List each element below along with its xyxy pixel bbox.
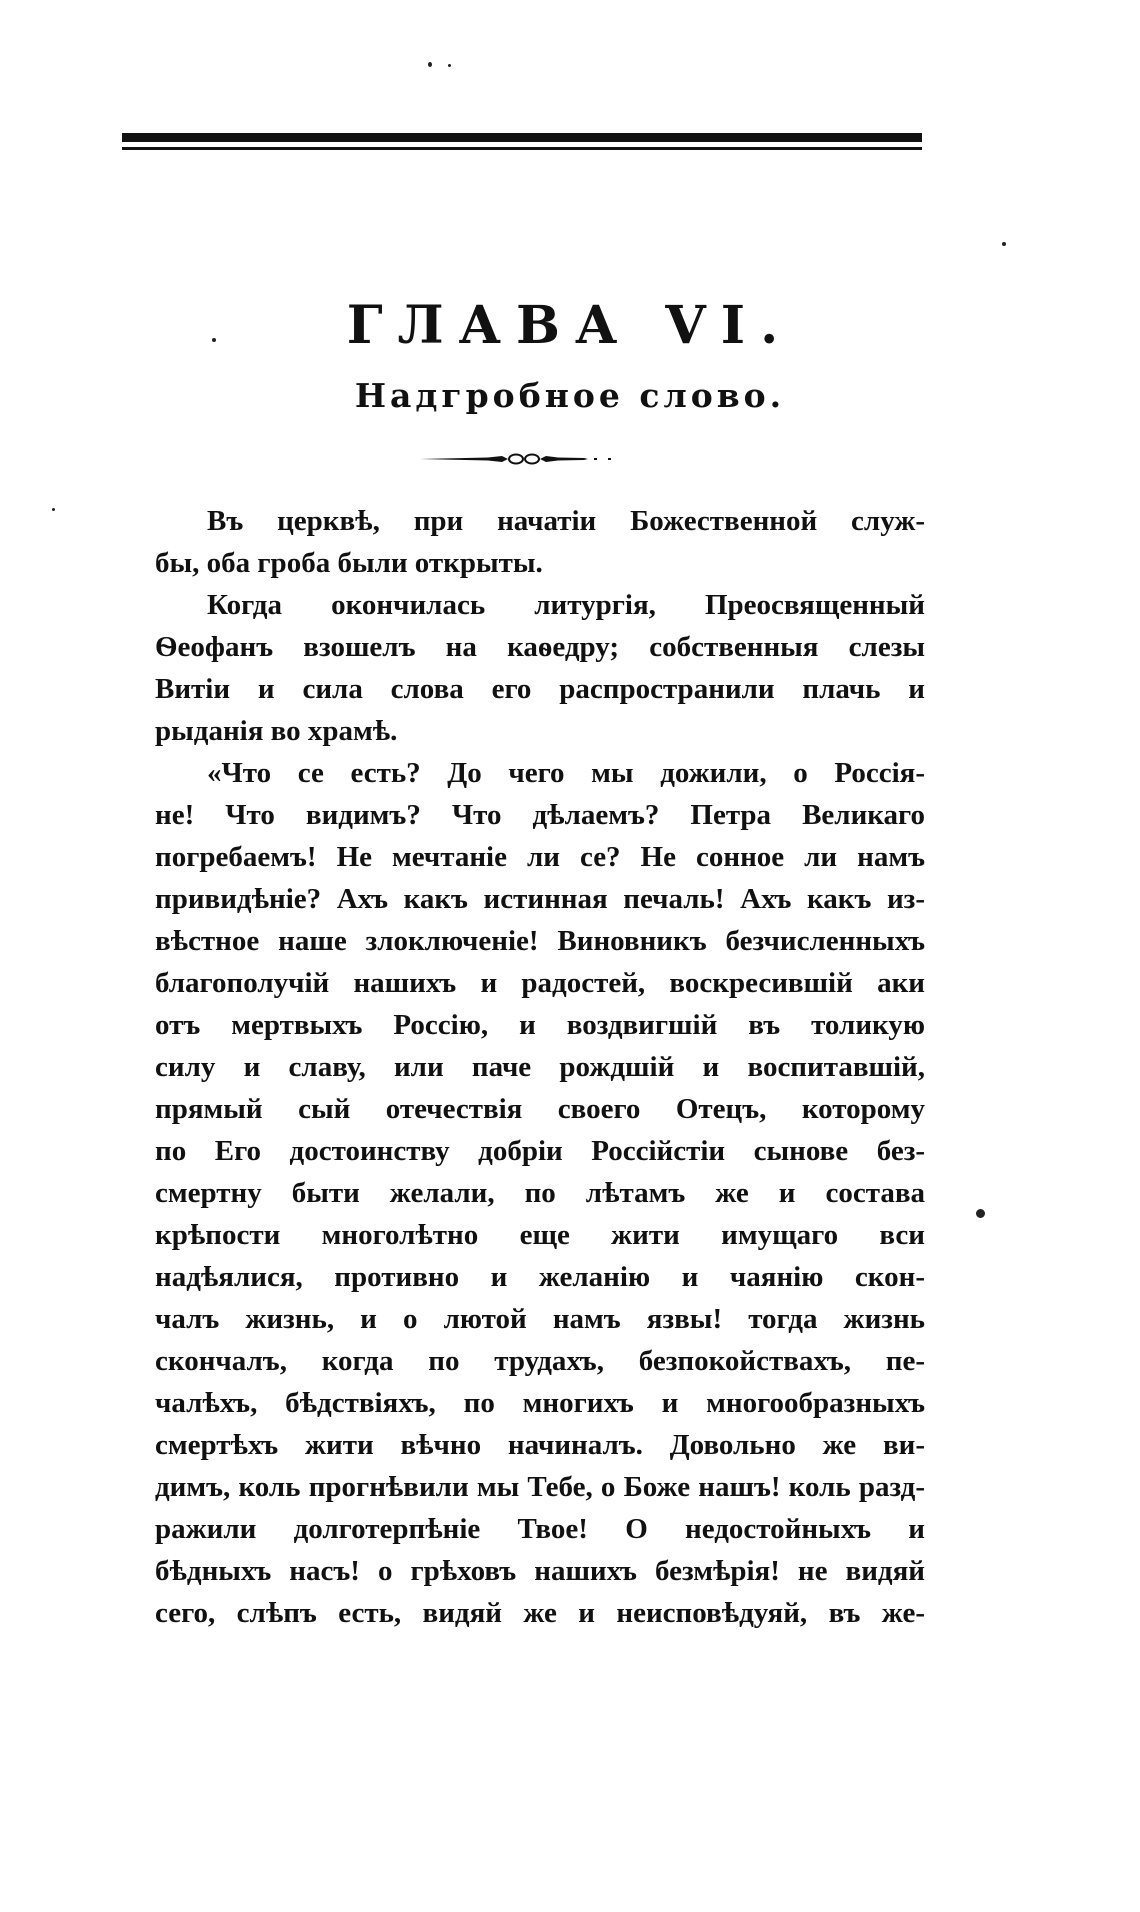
text-line: ражили долготерпѣніе Твое! О недостойныхъ и [155, 1513, 925, 1545]
text-line: чалѣхъ, бѣдствіяхъ, по многихъ и многообразныхъ [155, 1387, 925, 1419]
chapter-title: ГЛАВА VI. [346, 295, 794, 356]
header-rule-thin [122, 147, 922, 150]
text-line: отъ мертвыхъ Россію, и воздвигшій въ толикую [155, 1009, 925, 1041]
text-line: благополучій нашихъ и радостей, воскресившій аки [155, 967, 925, 999]
print-speck [448, 64, 451, 67]
print-speck [1002, 242, 1006, 246]
text-line: «Что се есть? До чего мы дожили, о Россія- [207, 757, 925, 789]
text-line: смертѣхъ жити вѣчно начиналъ. Довольно же ви- [155, 1429, 925, 1461]
text-line: прямый сый отечествія своего Отецъ, которому [155, 1093, 925, 1125]
text-line: сего, слѣпъ есть, видяй же и неисповѣдуяй, въ же- [155, 1597, 925, 1629]
text-line: бы, оба гроба были открыты. [155, 547, 543, 579]
text-line: не! Что видимъ? Что дѣлаемъ? Петра Великаго [155, 799, 925, 831]
text-line: рыданія во храмѣ. [155, 715, 398, 747]
text-line: бѣдныхъ насъ! о грѣховъ нашихъ безмѣрія! не видяй [155, 1555, 925, 1587]
text-line: силу и славу, или паче рождшій и воспитавшій, [155, 1051, 925, 1083]
chapter-body [155, 500, 925, 1634]
text-line: Витіи и сила слова его распространили плачь и [155, 673, 925, 705]
text-line: Когда окончилась литургія, Преосвященный [207, 589, 925, 621]
ornament-divider [418, 452, 618, 466]
print-speck [52, 508, 55, 511]
text-line: Ѳеофанъ взошелъ на каѳедру; собственныя слезы [155, 631, 925, 663]
print-speck [428, 62, 432, 67]
text-line: погребаемъ! Не мечтаніе ли се? Не сонное ли намъ [155, 841, 925, 873]
chapter-subtitle: Надгробное слово. [354, 376, 786, 415]
text-line: надѣялися, противно и желанію и чаянію скон- [155, 1261, 925, 1293]
header-rule-thick [122, 133, 922, 142]
text-line: вѣстное наше злоключеніе! Виновникъ безчисленныхъ [155, 925, 925, 957]
text-line: по Его достоинству добріи Россійстіи сынове без- [155, 1135, 925, 1167]
text-line: скончалъ, когда по трудахъ, безпокойствахъ, пе- [155, 1345, 925, 1377]
text-line: димъ, коль прогнѣвили мы Тебе, о Боже нашъ! коль разд- [155, 1471, 925, 1503]
print-speck [976, 1209, 985, 1218]
text-line: чалъ жизнь, и о лютой намъ язвы! тогда жизнь [155, 1303, 925, 1335]
text-line: крѣпости многолѣтно еще жити имущаго вси [155, 1219, 925, 1251]
text-line: привидѣніе? Ахъ какъ истинная печаль! Ахъ какъ из- [155, 883, 925, 915]
text-line: смертну быти желали, по лѣтамъ же и состава [155, 1177, 925, 1209]
text-line: Въ церквѣ, при начатіи Божественной служ- [207, 505, 925, 537]
